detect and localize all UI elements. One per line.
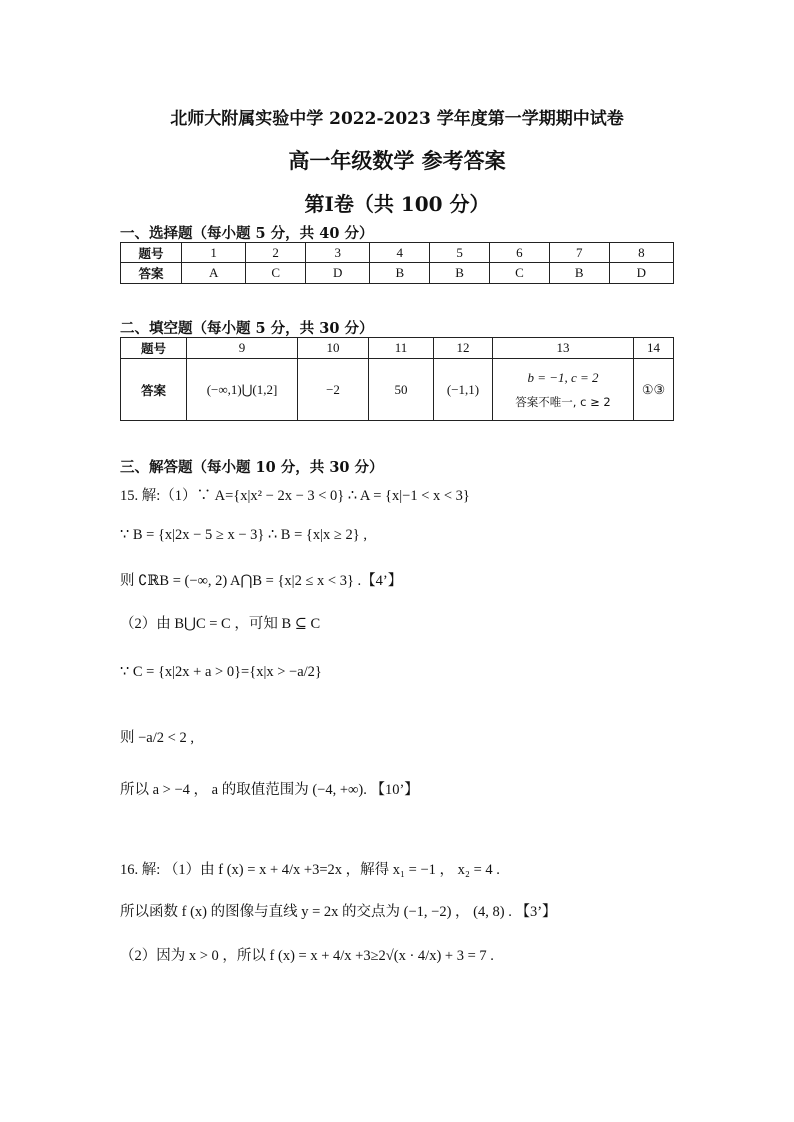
section1-title: 一、选择题（每小题 5 分，共 40 分） bbox=[120, 225, 374, 242]
section2-title: 二、填空题（每小题 5 分，共 30 分） bbox=[120, 320, 374, 337]
question-number: 4 bbox=[370, 243, 430, 263]
answer-cell: A bbox=[182, 263, 246, 284]
answer-cell: −2 bbox=[298, 359, 369, 421]
answer-cell: B bbox=[549, 263, 609, 284]
fill-answer-table bbox=[120, 337, 674, 421]
answer-cell: B bbox=[370, 263, 430, 284]
table-row-label: 答案 bbox=[121, 263, 182, 284]
answer-cell: C bbox=[246, 263, 306, 284]
question-number: 7 bbox=[549, 243, 609, 263]
q13-note: 答案不唯一, c ≥ 2 bbox=[515, 394, 611, 409]
answer-cell: 50 bbox=[369, 359, 434, 421]
question-number: 5 bbox=[430, 243, 490, 263]
answer-cell: D bbox=[306, 263, 370, 284]
question-number: 6 bbox=[490, 243, 550, 263]
part-title: 第Ⅰ卷（共 100 分） bbox=[304, 192, 490, 216]
answer-cell: C bbox=[490, 263, 550, 284]
solution-line: （2）因为 x > 0 ，所以 f (x) = x + 4/x +3≥2√(x · 4/x) + 3 = 7 . bbox=[120, 948, 494, 964]
question-number: 3 bbox=[306, 243, 370, 263]
answer-cell: ①③ bbox=[634, 359, 674, 421]
q13-answer: b = −1, c = 2 bbox=[527, 369, 599, 385]
solution-line: ∵ B = {x|2x − 5 ≥ x − 3} ∴ B = {x|x ≥ 2} , bbox=[120, 527, 367, 543]
question-number: 14 bbox=[634, 338, 674, 359]
solution-line: （2）由 B⋃C = C ，可知 B ⊆ C bbox=[120, 616, 321, 632]
question-number: 8 bbox=[609, 243, 673, 263]
question-number: 13 bbox=[493, 338, 634, 359]
question-number: 1 bbox=[182, 243, 246, 263]
question-number: 12 bbox=[434, 338, 493, 359]
answer-cell: (−∞,1)⋃(1,2] bbox=[187, 359, 298, 421]
solution-line: ∵ C = {x|2x + a > 0}={x|x > −a/2} bbox=[120, 664, 322, 680]
subject-title: 高一年级数学 参考答案 bbox=[288, 148, 506, 173]
table-row-label: 题号 bbox=[121, 338, 187, 359]
question-number: 11 bbox=[369, 338, 434, 359]
question-number: 2 bbox=[246, 243, 306, 263]
choice-answer-table bbox=[120, 242, 674, 284]
solution-line: 则 −a/2 < 2 , bbox=[120, 730, 194, 746]
table-row-label: 题号 bbox=[121, 243, 182, 263]
table-row-label: 答案 bbox=[121, 359, 187, 421]
solution-line: 所以函数 f (x) 的图像与直线 y = 2x 的交点为 (−1, −2) ， (4, 8) . 【3’】 bbox=[120, 904, 557, 920]
solution-line: 则 ∁ℝB = (−∞, 2) A⋂B = {x|2 ≤ x < 3} .【4’】 bbox=[120, 573, 403, 589]
answer-cell-q13 bbox=[493, 359, 634, 421]
answer-cell: (−1,1) bbox=[434, 359, 493, 421]
question-number: 9 bbox=[187, 338, 298, 359]
solution-line: 16. 解: （1）由 f (x) = x + 4/x +3=2x ，解得 x₁ = −1 ， x₂ = 4 . bbox=[120, 862, 500, 878]
school-title: 北师大附属实验中学 2022-2023 学年度第一学期期中试卷 bbox=[170, 109, 624, 129]
section3-title: 三、解答题（每小题 10 分，共 30 分） bbox=[120, 459, 384, 476]
answer-cell: D bbox=[609, 263, 673, 284]
solution-line: 15. 解:（1）∵ A={x|x² − 2x − 3 < 0} ∴ A = {x|−1 < x < 3} bbox=[120, 488, 470, 504]
question-number: 10 bbox=[298, 338, 369, 359]
answer-cell: B bbox=[430, 263, 490, 284]
solution-line: 所以 a > −4 ， a 的取值范围为 (−4, +∞). 【10’】 bbox=[120, 782, 419, 798]
